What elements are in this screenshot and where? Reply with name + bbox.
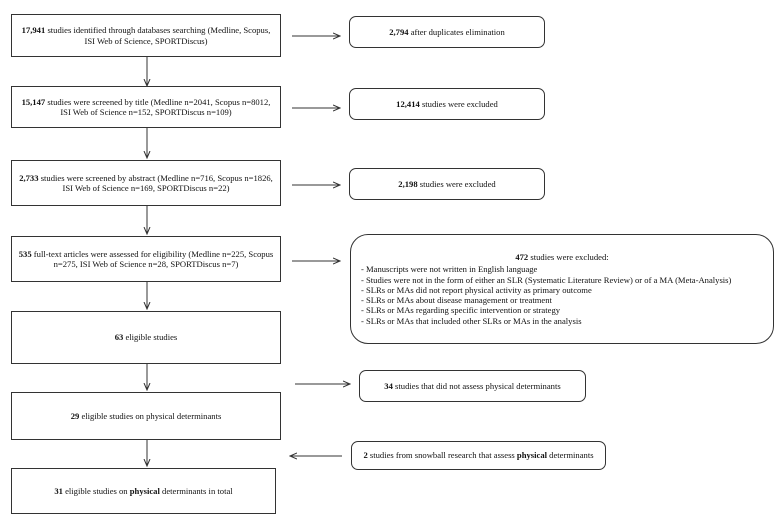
snowball-post: determinants [549,450,594,461]
final-count: 31 [54,485,63,496]
eligible-text: eligible studies [125,332,178,343]
snowball-bold-word: physical [516,450,548,461]
title-screen-box [11,86,281,128]
eligible-count: 63 [114,332,124,343]
title-screen-line2: ISI Web of Science n=152, SPORTDiscus n=109) [60,107,232,117]
exclusion-reason: - Manuscripts were not written in English language [361,264,538,275]
final-bold-word: physical [129,485,160,496]
fulltext-count: 535 [18,248,32,259]
snowball-pre: studies from snowball research that assess [369,450,515,461]
identified-line1: studies identified through databases searching (Medline, Scopus, [47,25,271,36]
excluded-fulltext-text: studies were excluded: [530,251,609,262]
excluded-title-count: 12,414 [396,98,420,109]
physical-box [11,392,281,440]
fulltext-box [11,236,281,282]
abstract-screen-count: 2,733 [19,172,39,183]
excluded-title-box [349,88,545,120]
snowball-count: 2 [363,450,368,461]
duplicates-text: after duplicates elimination [410,26,505,37]
eligible-box [11,311,281,364]
abstract-screen-box [11,160,281,206]
identified-count: 17,941 [21,25,46,36]
title-screen-line1: studies were screened by title (Medline n=2041, Scopus n=8012, [47,96,271,107]
not-physical-count: 34 [384,380,393,391]
excluded-abstract-text: studies were excluded [419,178,496,189]
exclusion-reason: - SLRs or MAs regarding specific intervention or strategy [361,305,561,316]
physical-text: eligible studies on physical determinants [81,410,222,421]
final-box [11,468,276,514]
excluded-fulltext-count: 472 [515,251,529,262]
exclusion-reason: - Studies were not in the form of either an SLR (Systematic Literature Review) or of a MA (Meta-Analysis) [361,274,732,285]
abstract-screen-line1: studies were screened by abstract (Medline n=716, Scopus n=1826, [40,172,273,183]
abstract-screen-line2: ISI Web of Science n=169, SPORTDiscus n=22) [62,183,230,193]
exclusion-reason: - SLRs or MAs about disease management or treatment [361,295,552,306]
not-physical-box [359,370,586,402]
exclusion-reason: - SLRs or MAs that included other SLRs or MAs in the analysis [361,315,582,326]
identified-box [11,14,281,57]
physical-count: 29 [70,410,80,421]
fulltext-line1: full-text articles were assessed for eligibility (Medline n=225, Scopus [33,248,274,259]
excluded-fulltext-box [350,234,774,344]
identified-line2: ISI Web of Science, SPORTDiscus) [84,35,208,46]
duplicates-count: 2,794 [389,26,409,37]
snowball-box [351,441,606,470]
excluded-title-text: studies were excluded [421,98,498,109]
final-pre: eligible studies on [65,485,128,496]
exclusion-reasons-list [361,264,763,326]
title-screen-count: 15,147 [21,96,46,107]
fulltext-line2: n=275, ISI Web of Science n=28, SPORTDiscus n=7) [53,259,239,269]
final-post: determinants in total [162,485,233,496]
exclusion-reason: - SLRs or MAs did not report physical activity as primary outcome [361,284,592,295]
not-physical-text: studies that did not assess physical determinants [395,380,561,391]
duplicates-box [349,16,545,48]
excluded-abstract-count: 2,198 [398,178,418,189]
excluded-abstract-box [349,168,545,200]
